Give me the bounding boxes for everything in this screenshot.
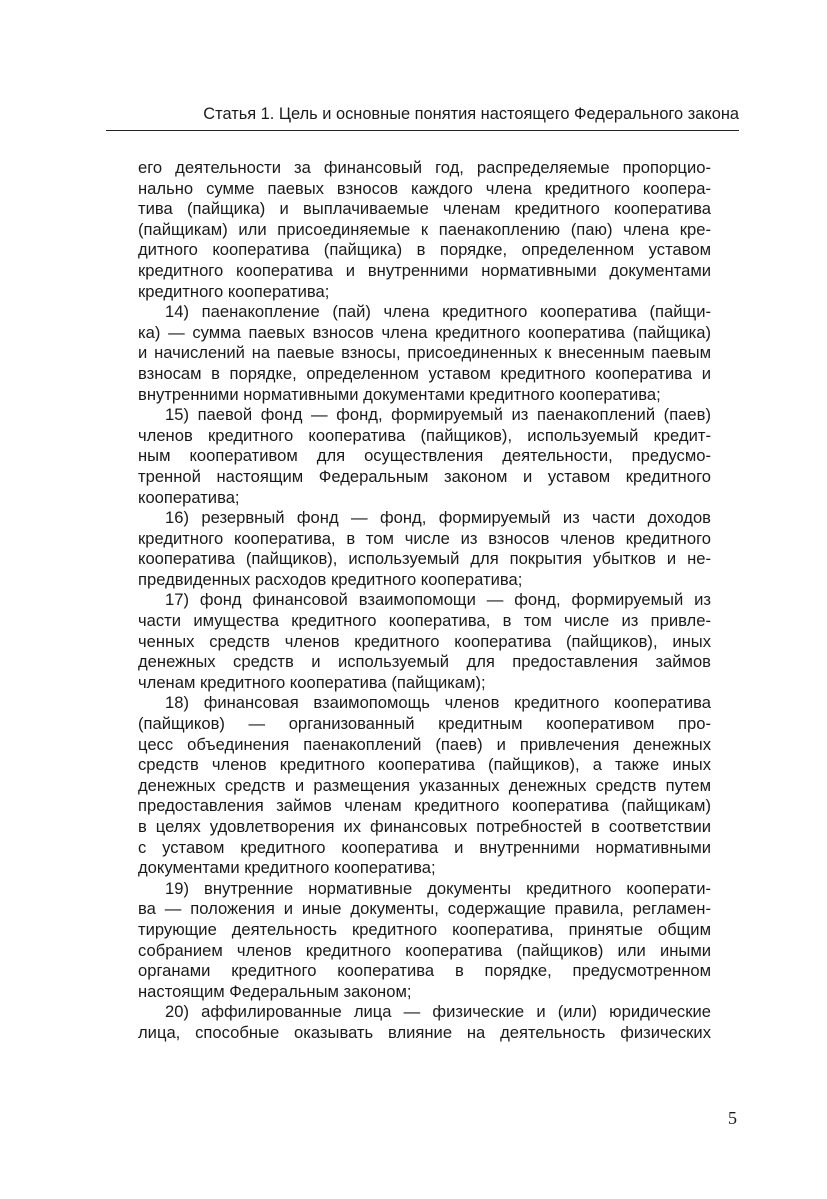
text-line: членов кредитного кооператива (пайщиков), используемый кредит- [138, 425, 711, 445]
text-line: и начислений на паевые взносы, присоединенных к внесенным паевым [138, 343, 711, 363]
text-line: 20) аффилированные лица — физические и (или) юридические [165, 1002, 711, 1022]
text-line: части имущества кредитного кооператива, в том числе из привле- [138, 611, 711, 631]
text-line: предоставления займов членам кредитного кооператива (пайщикам) [138, 796, 711, 816]
text-line: тива (пайщика) и выплачиваемые членам кредитного кооператива [138, 199, 711, 219]
running-header [106, 104, 739, 131]
text-line: кредитного кооператива и внутренними нормативными документами [138, 260, 711, 280]
text-line: предвиденных расходов кредитного кооператива; [138, 569, 523, 589]
text-line: 15) паевой фонд — фонд, формируемый из паенакоплений (паев) [165, 405, 711, 425]
text-line: кооператива; [138, 487, 240, 507]
running-title: Статья 1. Цель и основные понятия настоящего Федерального закона [203, 105, 739, 123]
page-number: 5 [728, 1108, 737, 1128]
paragraph-p15 [138, 405, 711, 508]
text-line: 18) финансовая взаимопомощь членов кредитного кооператива [165, 693, 711, 713]
text-line: в целях удовлетворения их финансовых потребностей в соответствии [138, 817, 711, 836]
text-line: 17) фонд финансовой взаимопомощи — фонд, формируемый из [165, 590, 711, 610]
paragraph-p17 [138, 590, 711, 693]
text-line: ченных средств членов кредитного кооператива (пайщиков), иных [138, 631, 711, 651]
text-line: документами кредитного кооператива; [138, 858, 436, 878]
text-line: органами кредитного кооператива в порядке, предусмотренном [138, 961, 711, 981]
text-line: кредитного кооператива; [138, 281, 330, 301]
text-line: настоящим Федеральным законом; [138, 981, 412, 1001]
text-line: членам кредитного кооператива (пайщикам); [138, 672, 486, 692]
text-line: (пайщикам) или присоединяемые к паенакоплению (паю) члена кре- [138, 219, 711, 239]
page-body [138, 158, 711, 1044]
text-line: лица, способные оказывать влияние на деятельность физических [138, 1022, 711, 1042]
text-line: тирующие деятельность кредитного кооператива, принятые общим [138, 919, 711, 939]
text-line: кооператива (пайщиков), используемый для покрытия убытков и не- [138, 549, 711, 569]
text-line: внутренними нормативными документами кредитного кооператива; [138, 384, 661, 404]
text-line: взносам в порядке, определенном уставом кредитного кооператива и [138, 363, 711, 383]
text-line: его деятельности за финансовый год, распределяемые пропорцио- [138, 158, 711, 177]
text-line: ным кооперативом для осуществления деятельности, предусмо- [138, 446, 711, 466]
text-line: собранием членов кредитного кооператива (пайщиков) или иными [138, 940, 711, 960]
paragraph-p16 [138, 508, 711, 590]
paragraph-p20 [138, 1002, 711, 1043]
text-line: денежных средств и размещения указанных денежных средств путем [138, 775, 711, 795]
text-line: с уставом кредитного кооператива и внутренними нормативными [138, 837, 711, 857]
text-line: 16) резервный фонд — фонд, формируемый из части доходов [165, 508, 711, 528]
text-line: дитного кооператива (пайщика) в порядке, определенном уставом [138, 240, 711, 260]
text-line: (пайщиков) — организованный кредитным кооперативом про- [138, 714, 711, 734]
paragraph-p13-cont [138, 158, 711, 302]
paragraph-p18 [138, 693, 711, 878]
text-line: средств членов кредитного кооператива (пайщиков), а также иных [138, 755, 711, 775]
text-line: тренной настоящим Федеральным законом и уставом кредитного [138, 466, 711, 486]
text-line: цесс объединения паенакоплений (паев) и привлечения денежных [138, 734, 711, 754]
text-line: 19) внутренние нормативные документы кредитного кооперати- [165, 878, 711, 898]
text-line: кредитного кооператива, в том числе из взносов членов кредитного [138, 528, 711, 548]
text-line: 14) паенакопление (пай) члена кредитного кооператива (пайщи- [165, 302, 711, 322]
text-line: нально сумме паевых взносов каждого члена кредитного коопера- [138, 178, 711, 198]
text-line: ка) — сумма паевых взносов члена кредитного кооператива (пайщика) [138, 322, 711, 342]
paragraph-p14 [138, 302, 711, 405]
text-line: ва — положения и иные документы, содержащие правила, регламен- [138, 899, 711, 919]
paragraph-p19 [138, 879, 711, 1003]
text-line: денежных средств и используемый для предоставления займов [138, 652, 711, 672]
